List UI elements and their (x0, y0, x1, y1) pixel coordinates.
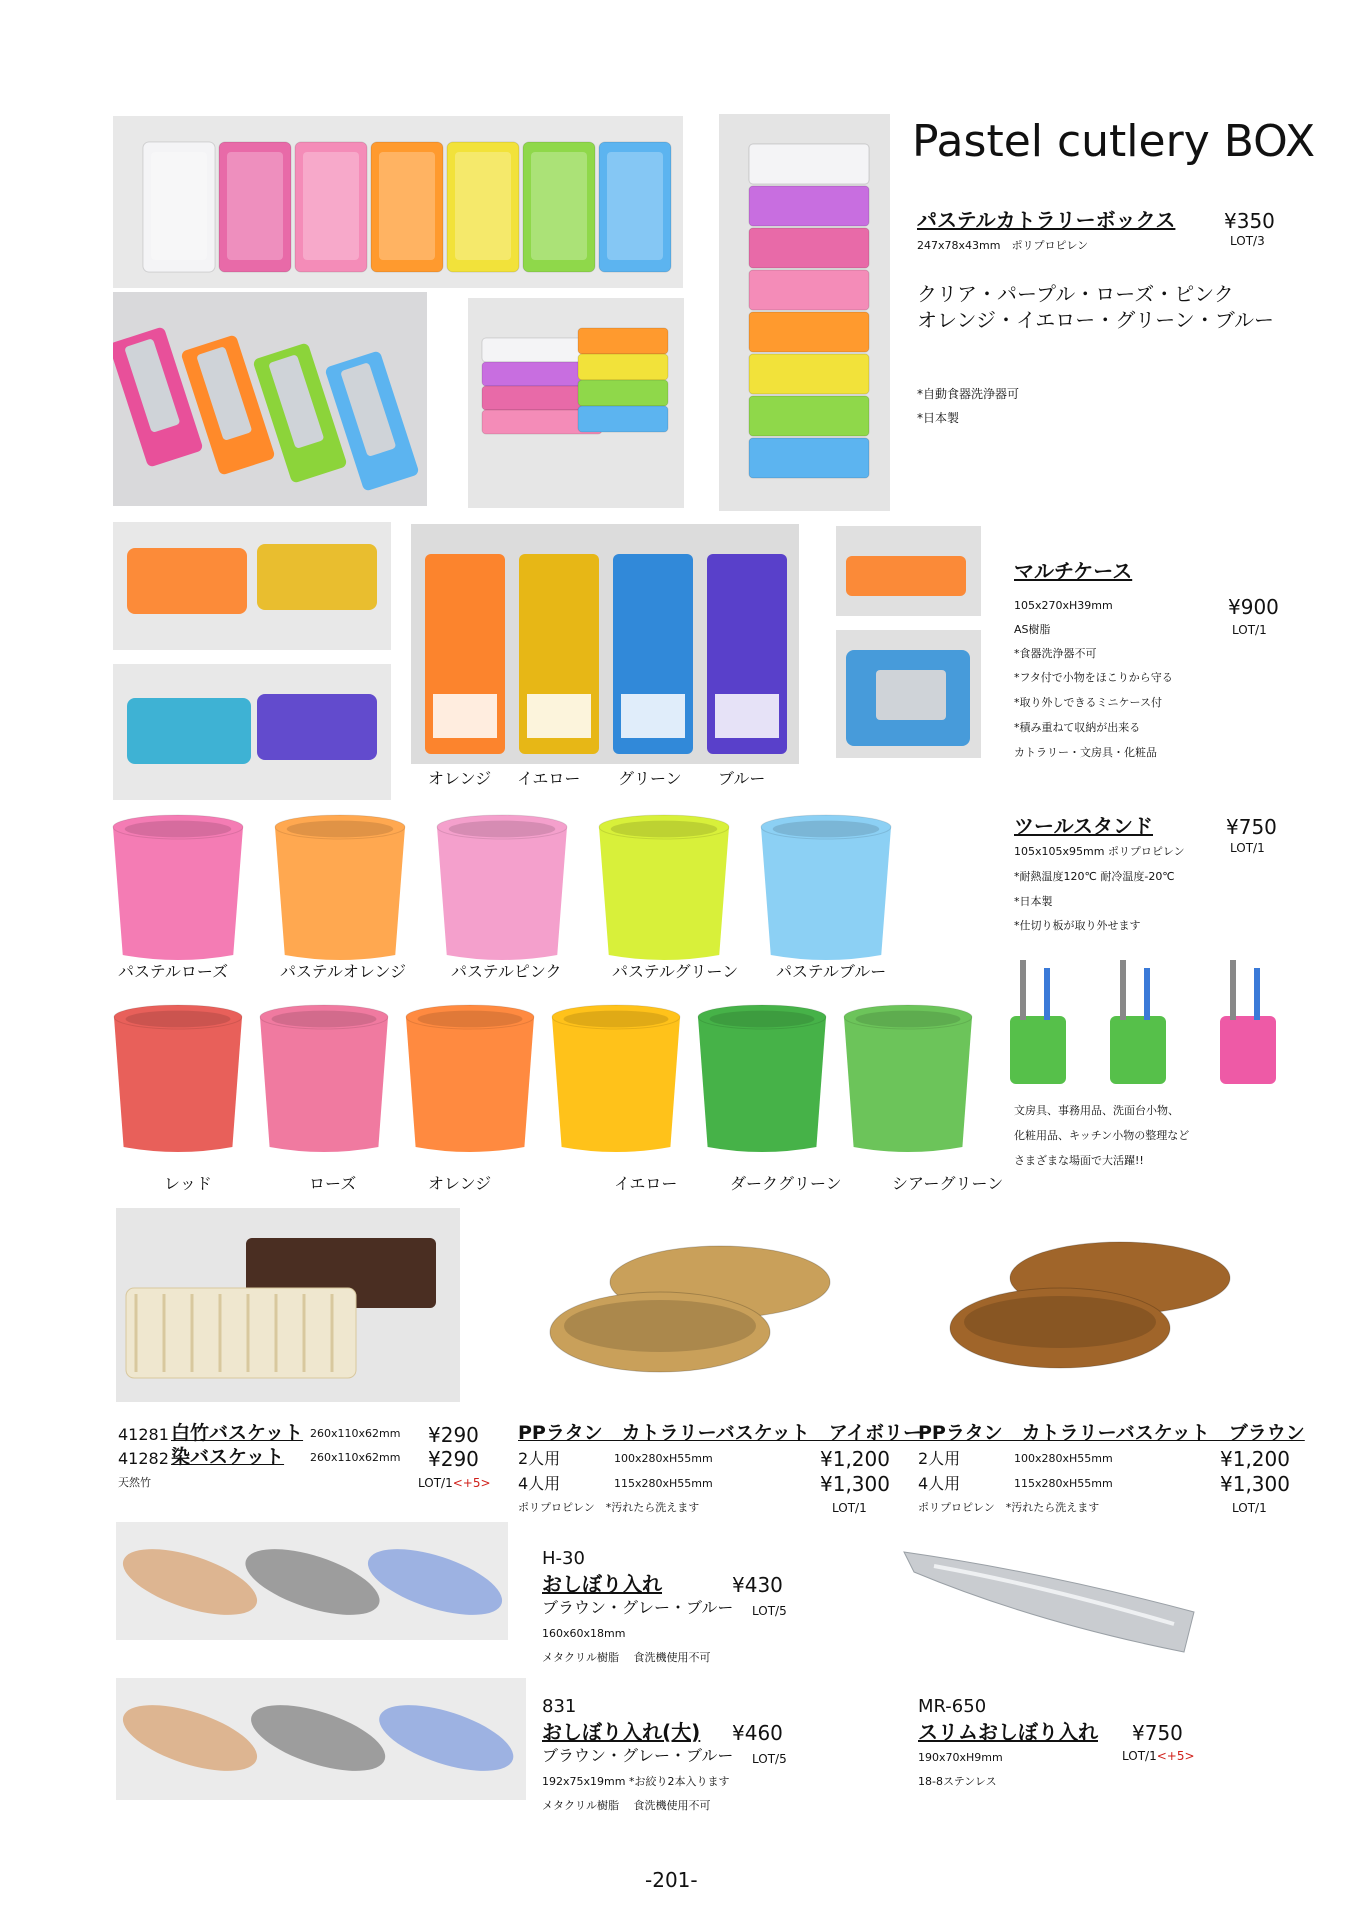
multicase-open-photo (836, 526, 981, 616)
toolstand-usage-1: 文房具、事務用品、洗面台小物、 (1014, 1104, 1179, 1117)
tool-stand-cup (406, 1005, 534, 1152)
bamboo-price-1: ¥290 (428, 1423, 479, 1447)
multicase-package-label (621, 694, 685, 738)
tower-box (749, 396, 869, 436)
rattan-basket-inner (964, 1296, 1156, 1348)
toolstand-price: ¥750 (1226, 815, 1277, 839)
multicase-package-label (527, 694, 591, 738)
tower-box (749, 270, 869, 310)
multicase-note-1: *食器洗浄器不可 (1014, 647, 1097, 660)
multicase-note-5: カトラリー・文房具・化粧品 (1014, 746, 1157, 759)
o831-tray-photo (116, 1678, 526, 1800)
oshibori-tray (238, 1536, 387, 1629)
toolstand-caption-pastel-pink: パステルピンク (451, 962, 562, 981)
tool-stand-cup (260, 1005, 388, 1152)
toolstand-caption-pastel-orange: パステルオレンジ (280, 962, 407, 981)
multicase-caption-yellow: イエロー (517, 769, 581, 788)
brown-row2-label: 4人用 (918, 1474, 961, 1493)
o831-lot: LOT/5 (752, 1752, 787, 1766)
h30-note: メタクリル樹脂 食洗機使用不可 (542, 1651, 711, 1664)
multicase-note-3: *取り外しできるミニケース付 (1014, 696, 1162, 709)
bamboo-price-2: ¥290 (428, 1447, 479, 1471)
toolstand-caption-orange: オレンジ (428, 1174, 492, 1193)
mr650-code: MR-650 (918, 1696, 987, 1717)
usage-item (1020, 960, 1026, 1020)
multicase-caption-orange: オレンジ (428, 769, 492, 788)
multicase-product-name: マルチケース (1014, 559, 1133, 583)
h30-code: H-30 (542, 1548, 585, 1569)
pastel-box-inner (227, 152, 283, 260)
pastel-lot: LOT/3 (1230, 234, 1265, 248)
toolstand-caption-dark-green: ダークグリーン (730, 1174, 842, 1193)
multicase-caption-blue: ブルー (718, 769, 766, 788)
brown-note: ポリプロピレン *汚れたら洗えます (918, 1501, 1100, 1514)
o831-note: メタクリル樹脂 食洗機使用不可 (542, 1799, 711, 1812)
brown-row1-price: ¥1,200 (1220, 1447, 1290, 1471)
h30-size: 160x60x18mm (542, 1627, 626, 1640)
bamboo-lot-extra: <+5> (452, 1476, 491, 1490)
o831-size: 192x75x19mm *お絞り2本入ります (542, 1775, 730, 1788)
tool-stand-cup (114, 1005, 242, 1152)
bamboo-size-1: 260x110x62mm (310, 1427, 401, 1440)
brown-row2-size: 115x280xH55mm (1014, 1477, 1113, 1490)
tower-box (749, 186, 869, 226)
toolstand-spec: 105x105x95mm ポリプロピレン (1014, 845, 1185, 858)
brown-lot: LOT/1 (1232, 1501, 1267, 1515)
mr650-product-name: スリムおしぼり入れ (918, 1720, 1098, 1744)
bamboo-name-2: 染バスケット (171, 1446, 285, 1468)
oshibori-tray (116, 1536, 265, 1629)
multicase-packaged-photo (411, 524, 799, 764)
toolstand-vivid-row (108, 995, 998, 1165)
ivory-note: ポリプロピレン *汚れたら洗えます (518, 1501, 700, 1514)
toolstand-caption-yellow: イエロー (614, 1174, 678, 1193)
multicase-blue-photo (113, 664, 391, 800)
toolstand-note-1: *耐熱温度120℃ 耐冷温度-20℃ (1014, 870, 1175, 883)
toolstand-caption-rose: ローズ (309, 1174, 357, 1193)
o831-price: ¥460 (732, 1721, 783, 1745)
multicase-package-label (715, 694, 779, 738)
usage-cup (1220, 1016, 1276, 1084)
stacked-box (578, 354, 668, 380)
pastel-box-inner (455, 152, 511, 260)
pastel-boxes-row-photo (113, 116, 683, 288)
o831-colors: ブラウン・グレー・ブルー (542, 1746, 734, 1765)
tool-stand-cup (437, 815, 567, 960)
bamboo-code-2: 41282 (118, 1449, 169, 1468)
pastel-box-inner (379, 152, 435, 260)
multicase-caption-green: グリーン (618, 769, 682, 788)
multicase-note-2: *フタ付で小物をほこりから守る (1014, 671, 1173, 684)
multicase-material: AS樹脂 (1014, 623, 1051, 636)
tool-stand-cup (275, 815, 405, 960)
ivory-row2-label: 4人用 (518, 1474, 561, 1493)
mr650-material: 18-8ステンレス (918, 1775, 997, 1788)
bamboo-name-1: 白竹バスケット (171, 1422, 304, 1444)
stacked-box (578, 406, 668, 432)
pastel-price: ¥350 (1224, 209, 1275, 233)
pastel-note-dishwasher: *自動食器洗浄器可 (917, 387, 1020, 401)
usage-item (1144, 968, 1150, 1020)
tool-stand-cup (844, 1005, 972, 1152)
cutlery (876, 670, 946, 720)
multicase-orange-yellow-photo (113, 522, 391, 650)
ivory-row1-label: 2人用 (518, 1449, 561, 1468)
usage-item (1230, 960, 1236, 1020)
bamboo-size-2: 260x110x62mm (310, 1451, 401, 1464)
usage-cup (1010, 1016, 1066, 1084)
oshibori-tray (360, 1536, 508, 1629)
pastel-box-inner (531, 152, 587, 260)
usage-item (1044, 968, 1050, 1020)
toolstand-usage-photo (998, 950, 1288, 1088)
toolstand-usage-2: 化粧用品、キッチン小物の整理など (1014, 1129, 1190, 1142)
o831-size-note: *お絞り2本入ります (628, 1775, 730, 1788)
toolstand-product-name: ツールスタンド (1014, 814, 1153, 838)
brown-product-name: PPラタン カトラリーバスケット ブラウン (918, 1422, 1305, 1444)
h30-price: ¥430 (732, 1573, 783, 1597)
ivory-row2-price: ¥1,300 (820, 1472, 890, 1496)
o831-product-name: おしぼり入れ(大) (542, 1720, 701, 1744)
usage-item (1120, 960, 1126, 1020)
pastel-box-inner (607, 152, 663, 260)
multicase-open (846, 556, 966, 596)
multicase-lot: LOT/1 (1232, 623, 1267, 637)
pastel-box-inner (303, 152, 359, 260)
pastel-product-name: パステルカトラリーボックス (917, 208, 1176, 232)
stacked-box (578, 380, 668, 406)
pastel-note-japan: *日本製 (917, 411, 960, 425)
pastel-boxes-cutlery-photo (113, 292, 427, 506)
multicase-size: 105x270xH39mm (1014, 599, 1113, 612)
toolstand-caption-pastel-blue: パステルブルー (776, 962, 887, 981)
oshibori-tray (116, 1692, 265, 1785)
page-number: -201- (645, 1868, 698, 1892)
tower-box (749, 354, 869, 394)
bamboo-material: 天然竹 (118, 1476, 151, 1489)
pastel-boxes-stacked-photo (468, 298, 684, 508)
h30-tray-photo (116, 1522, 508, 1640)
pastel-colors-line1: クリア・パープル・ローズ・ピンク (917, 282, 1234, 306)
bamboo-basket-photo (116, 1208, 460, 1402)
mr650-lot-extra: <+5> (1156, 1749, 1195, 1763)
tool-stand-cup (761, 815, 891, 960)
white-bamboo-basket (126, 1288, 356, 1378)
oshibori-tray (244, 1692, 393, 1785)
bamboo-code-1: 41281 (118, 1425, 169, 1444)
toolstand-lot: LOT/1 (1230, 841, 1265, 855)
rattan-basket-inner (564, 1300, 756, 1352)
multicase-price: ¥900 (1228, 595, 1279, 619)
multicase-yellow (257, 544, 377, 610)
multicase-violet (257, 694, 377, 760)
pastel-spec: 247x78x43mm ポリプロピレン (917, 239, 1089, 252)
brown-row2-price: ¥1,300 (1220, 1472, 1290, 1496)
brown-rattan-basket-photo (920, 1208, 1240, 1402)
ivory-row1-size: 100x280xH55mm (614, 1452, 713, 1465)
ivory-product-name: PPラタン カトラリーバスケット アイボリー (518, 1422, 923, 1444)
tower-box (749, 144, 869, 184)
pastel-colors-line2: オレンジ・イエロー・グリーン・ブルー (917, 308, 1274, 332)
mr650-price: ¥750 (1132, 1721, 1183, 1745)
usage-item (1254, 968, 1260, 1020)
tool-stand-cup (552, 1005, 680, 1152)
tower-box (749, 228, 869, 268)
bamboo-lot: LOT/1<+5> (418, 1476, 491, 1490)
h30-colors: ブラウン・グレー・ブルー (542, 1598, 734, 1617)
tower-box (749, 312, 869, 352)
pastel-boxes-tower-photo (719, 114, 890, 511)
h30-product-name: おしぼり入れ (542, 1572, 662, 1596)
oshibori-tray (372, 1692, 521, 1785)
ivory-row2-size: 115x280xH55mm (614, 1477, 713, 1490)
tower-box (749, 438, 869, 478)
brown-row1-size: 100x280xH55mm (1014, 1452, 1113, 1465)
mr650-lot: LOT/1<+5> (1122, 1749, 1195, 1763)
mr650-size: 190x70xH9mm (918, 1751, 1003, 1764)
pastel-title: Pastel cutlery BOX (912, 116, 1316, 167)
toolstand-caption-red: レッド (164, 1174, 212, 1193)
toolstand-note-2: *日本製 (1014, 895, 1053, 908)
usage-cup (1110, 1016, 1166, 1084)
pastel-box-inner (151, 152, 207, 260)
toolstand-usage-3: さまざまな場面で大活躍!! (1014, 1154, 1144, 1167)
toolstand-caption-sheer-green: シアーグリーン (892, 1174, 1004, 1193)
multicase-package-label (433, 694, 497, 738)
toolstand-note-3: *仕切り板が取り外せます (1014, 919, 1141, 932)
toolstand-pastel-row (108, 805, 908, 975)
multicase-cutlery-photo (836, 630, 981, 758)
ivory-lot: LOT/1 (832, 1501, 867, 1515)
tool-stand-cup (698, 1005, 826, 1152)
h30-lot: LOT/5 (752, 1604, 787, 1618)
tool-stand-cup (113, 815, 243, 960)
toolstand-caption-pastel-rose: パステルローズ (118, 962, 229, 981)
brown-row1-label: 2人用 (918, 1449, 961, 1468)
tool-stand-cup (599, 815, 729, 960)
mr650-tray-photo (894, 1532, 1204, 1662)
o831-code: 831 (542, 1696, 577, 1717)
multicase-note-4: *積み重ねて収納が出来る (1014, 721, 1141, 734)
multicase-orange (127, 548, 247, 614)
multicase-cyan (127, 698, 251, 764)
ivory-rattan-basket-photo (520, 1212, 840, 1402)
ivory-row1-price: ¥1,200 (820, 1447, 890, 1471)
toolstand-caption-pastel-green: パステルグリーン (612, 962, 739, 981)
stacked-box (578, 328, 668, 354)
